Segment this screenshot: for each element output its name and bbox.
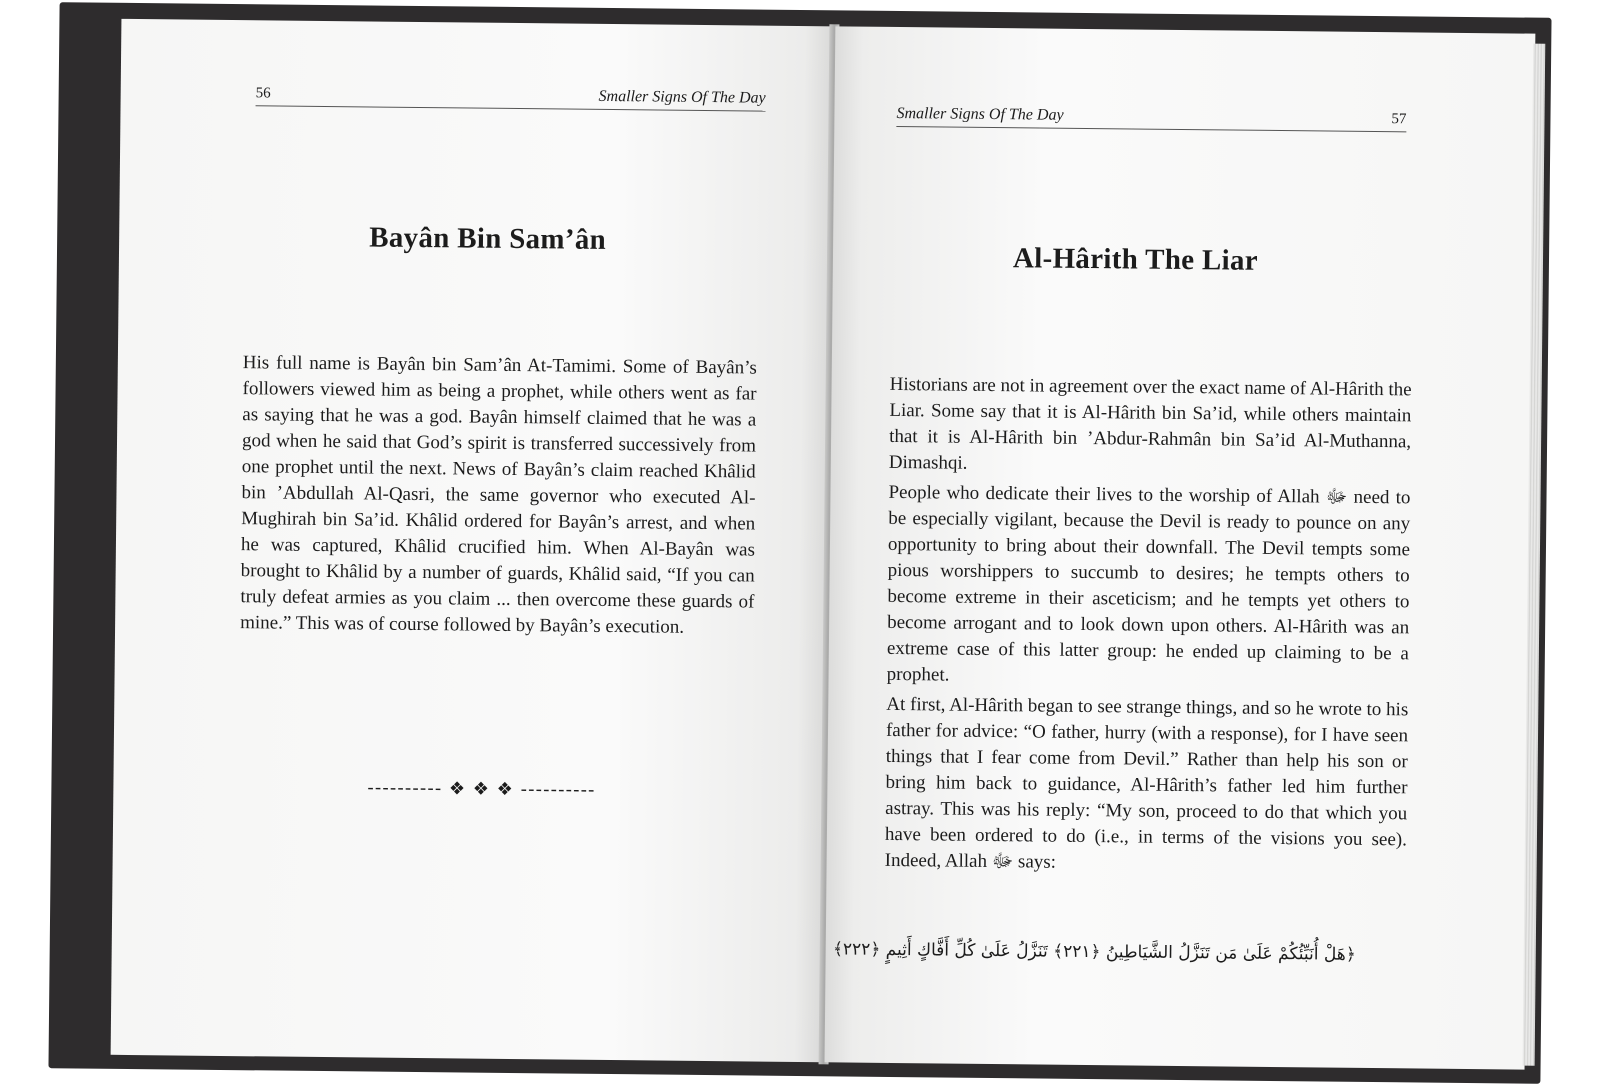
right-paragraph-3: At first, Al-Hârith began to see strange things, and so he wrote to his father for advice: “O father, hurry (with a response), for I have seen things that I fear come from Devil.” Rather than help his son or bring him back to guidance, Al-Hârith’s father led him further astray. This was his reply: “My son, proceed to do that which you have been ordered to do (i.e., in terms of the visions you see). Indeed, Allah ﷻ says: (884, 693, 1409, 873)
left-page-header (256, 84, 766, 111)
open-book (48, 2, 1551, 1084)
right-running-head: Smaller Signs Of The Day (896, 104, 1064, 124)
left-page (111, 19, 834, 1062)
left-paragraph: His full name is Bayân bin Sam’ân At-Tamimi. Some of Bayân’s followers viewed him as being a prophet, while others went as far as saying that he was a god. Bayân himself claimed that he was a god when he said that God’s spirit is transferred successively from one prophet until the next. News of Bayân’s claim reached Khâlid bin ’Abdullah Al-Qasri, the same governor who executed Al-Mughirah bin Sa’id. Khâlid ordered for Bayân’s arrest, and when he was captured, Khâlid crucified him. When Al-Bayân was brought to Khâlid by a number of guards, Khâlid said, “If you can truly defeat armies as you claim ... then overcome these guards of mine.” This was of course followed by Bayân’s execution. (240, 352, 757, 638)
left-running-head: Smaller Signs Of The Day (598, 87, 766, 107)
right-page-number: 57 (1391, 111, 1407, 128)
right-body-text (884, 372, 1411, 883)
right-chapter-title: Al-Hârith The Liar (1012, 242, 1259, 277)
left-body-text (240, 350, 757, 645)
right-paragraph-2: People who dedicate their lives to the worship of Allah ﷻ need to be especially vigilant, because the Devil is ready to pounce on any opportunity to bring about their downfall. The Devil tempts some pious worshippers to succumb to desires; he tempts others to become extreme in their asceticism; and he tempts yet others to become arrogant and to look down upon others. Al-Hârith was an extreme case of this latter group: he ended up claiming to be a prophet. (886, 481, 1411, 686)
section-divider: ---------- ❖ ❖ ❖ ---------- (367, 777, 596, 801)
right-page (825, 26, 1536, 1069)
quran-verse: ﴿هَلْ أُنَبِّئُكُمْ عَلَىٰ مَن تَنَزَّلُ الشَّيَاطِينُ ﴿٢٢١﴾ تَنَزَّلُ عَلَىٰ كُلِّ أَفَّاكٍ أَثِيمٍ ﴿٢٢٢﴾ (832, 939, 1356, 965)
left-page-number: 56 (255, 85, 271, 102)
left-chapter-title: Bayân Bin Sam’ân (369, 221, 607, 256)
right-paragraph-1: Historians are not in agreement over the exact name of Al-Hârith the Liar. Some say that it is Al-Hârith bin Sa’id, while others maintain that it is Al-Hârith bin ’Abdur-Rahmân bin Sa’id Al-Muthanna, Dimashqi. (888, 373, 1412, 474)
right-page-header (896, 105, 1406, 132)
